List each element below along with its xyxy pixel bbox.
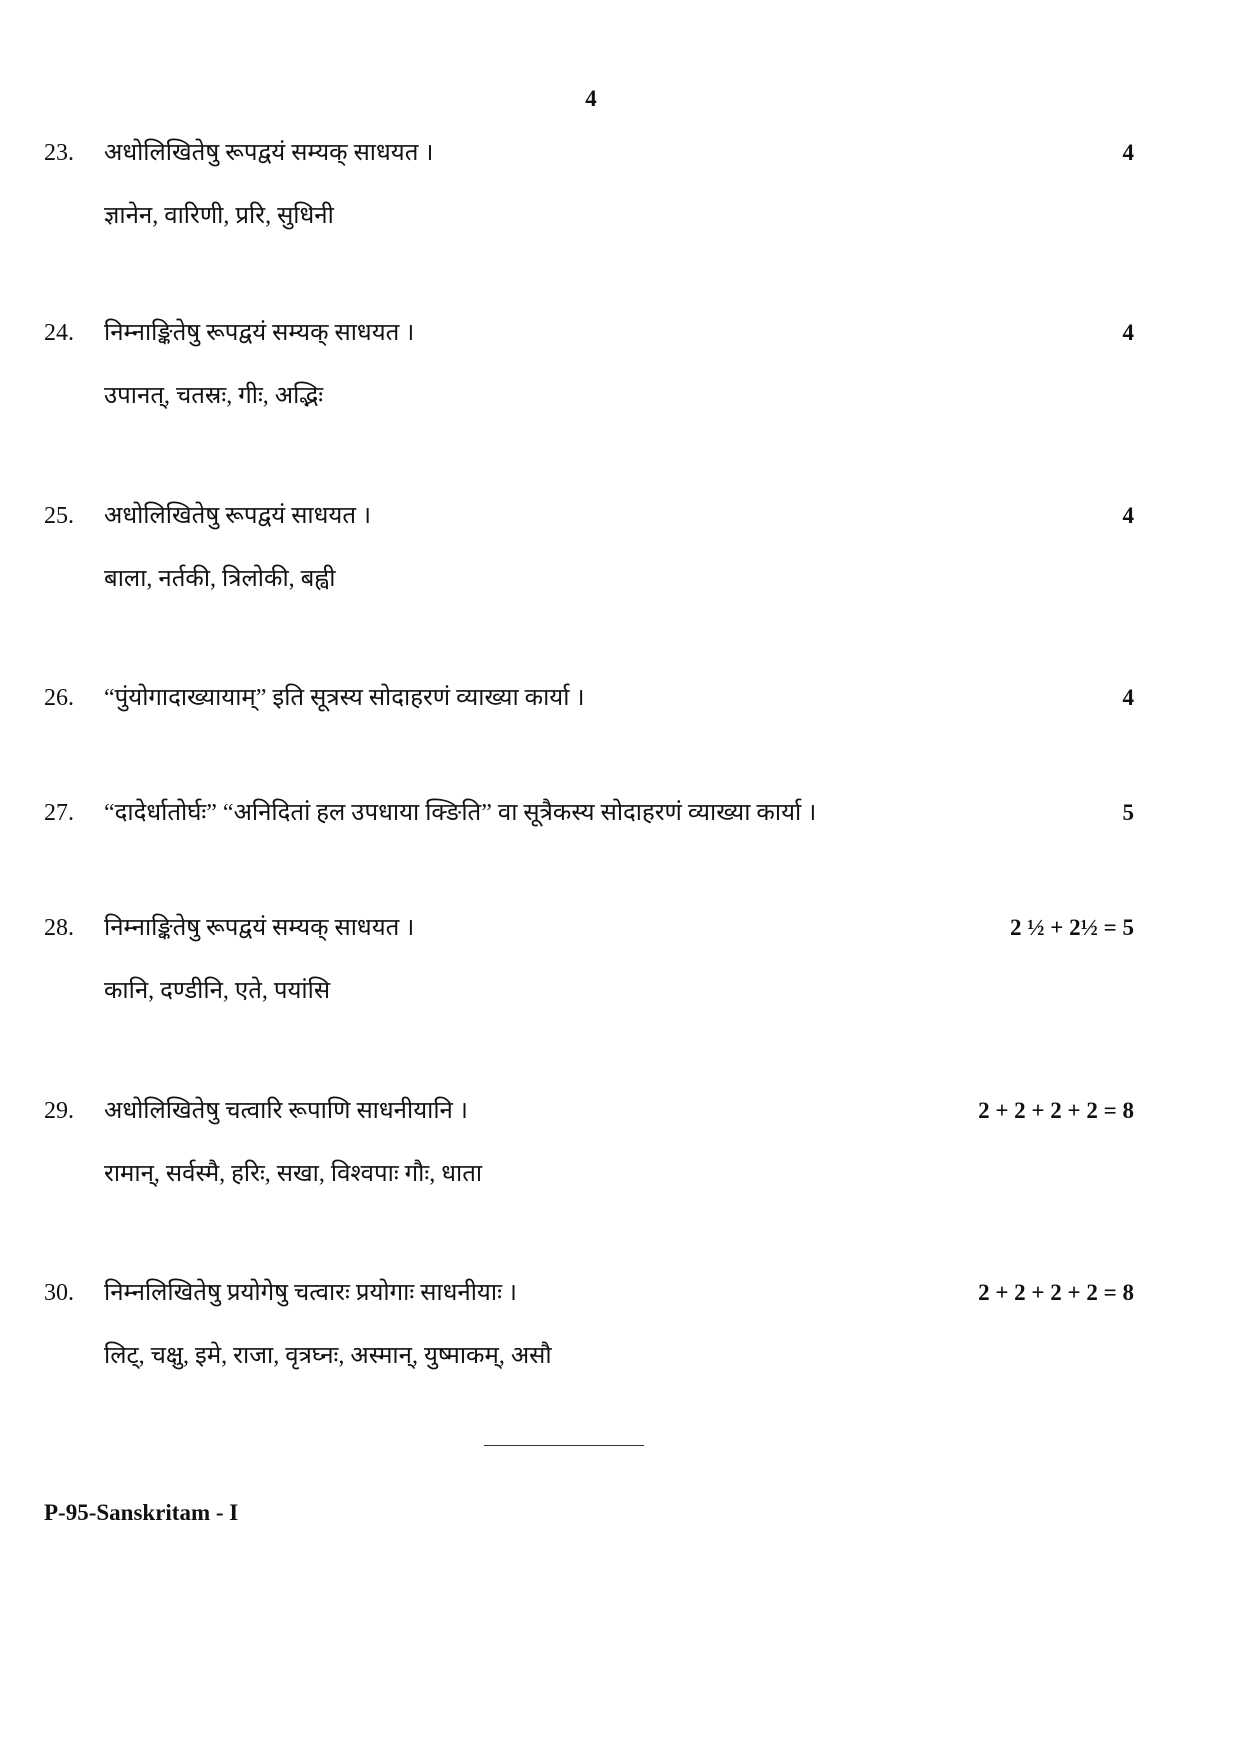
question-27 (44, 795, 1134, 828)
question-24 (44, 315, 1134, 411)
question-number: 23. (44, 140, 74, 166)
question-23 (44, 135, 1134, 231)
question-25 (44, 498, 1134, 594)
question-text: “पुंयोगादाख्यायाम्” इति सूत्रस्य सोदाहरणं व्याख्या कार्या । (104, 685, 585, 711)
question-text: अधोलिखितेषु चत्वारि रूपाणि साधनीयानि । (104, 1098, 468, 1124)
question-text: निम्नाङ्कितेषु रूपद्वयं सम्यक् साधयत । (104, 915, 415, 941)
question-items: कानि, दण्डीनि, एते, पयांसि (104, 978, 331, 1004)
page-number: 4 (585, 86, 597, 111)
question-26 (44, 680, 1134, 713)
question-marks: 2 + 2 + 2 + 2 = 8 (978, 1280, 1134, 1305)
question-number: 27. (44, 800, 74, 826)
question-marks: 4 (1122, 320, 1134, 345)
question-marks: 4 (1122, 685, 1134, 710)
question-items: ज्ञानेन, वारिणी, प्ररि, सुधिनी (104, 203, 334, 229)
question-number: 30. (44, 1280, 74, 1306)
question-items: उपानत्, चतस्रः, गीः, अद्भिः (104, 383, 324, 409)
question-text: निम्नलिखितेषु प्रयोगेषु चत्वारः प्रयोगाः साधनीयाः । (104, 1280, 518, 1306)
question-marks: 4 (1122, 140, 1134, 165)
question-marks: 2 + 2 + 2 + 2 = 8 (978, 1098, 1134, 1123)
end-rule (484, 1445, 644, 1446)
question-marks: 5 (1122, 800, 1134, 825)
question-number: 29. (44, 1098, 74, 1124)
question-number: 28. (44, 915, 74, 941)
question-text: “दादेर्धातोर्घः” “अनिदितां हल उपधाया क्ङिति” वा सूत्रैकस्य सोदाहरणं व्याख्या कार्या । (104, 800, 817, 826)
question-29 (44, 1093, 1134, 1189)
question-text: निम्नाङ्कितेषु रूपद्वयं सम्यक् साधयत । (104, 320, 415, 346)
question-marks: 2 ½ + 2½ = 5 (1010, 915, 1134, 940)
question-items: लिट्, चक्षु, इमे, राजा, वृत्रघ्नः, अस्मान्, युष्माकम्, असौ (104, 1343, 552, 1369)
question-28 (44, 910, 1134, 1006)
question-30 (44, 1275, 1134, 1371)
question-items: बाला, नर्तकी, त्रिलोकी, बह्वी (104, 566, 336, 592)
question-items: रामान्, सर्वस्मै, हरिः, सखा, विश्वपाः गौः, धाता (104, 1161, 483, 1187)
question-text: अधोलिखितेषु रूपद्वयं साधयत । (104, 503, 372, 529)
question-number: 24. (44, 320, 74, 346)
question-number: 26. (44, 685, 74, 711)
question-number: 25. (44, 503, 74, 529)
paper-code-footer: P-95-Sanskritam - I (44, 1500, 239, 1525)
question-marks: 4 (1122, 503, 1134, 528)
question-text: अधोलिखितेषु रूपद्वयं सम्यक् साधयत । (104, 140, 434, 166)
